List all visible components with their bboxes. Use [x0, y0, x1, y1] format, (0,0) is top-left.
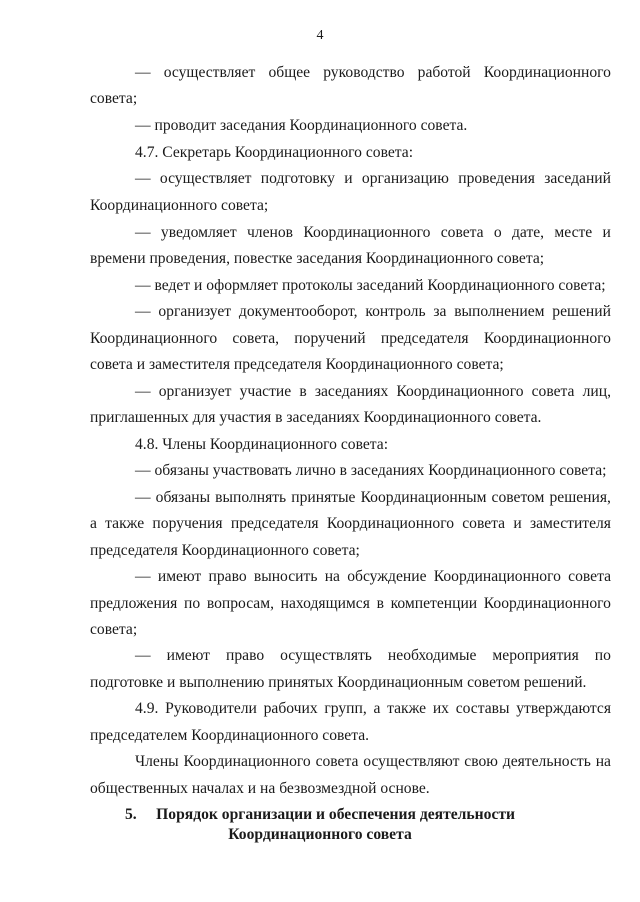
word: организует — [158, 383, 232, 400]
word: — — [135, 383, 151, 400]
text-line: приглашенных для участия в заседаниях Координационного совета. — [90, 409, 542, 426]
text-line — [135, 567, 611, 587]
text-line — [135, 169, 611, 189]
word: 4.9. — [135, 700, 159, 717]
word: осуществляют — [363, 753, 460, 770]
word: вопросам, — [206, 595, 274, 612]
word: проведения — [458, 170, 535, 187]
word: совета — [440, 224, 484, 241]
text-line — [90, 594, 611, 614]
word: Координационного — [90, 330, 218, 347]
text-line — [135, 488, 611, 508]
word: право — [226, 647, 265, 664]
word: также — [387, 700, 427, 717]
text-line — [135, 223, 611, 243]
word: совета — [315, 753, 359, 770]
word: осуществляет — [159, 170, 252, 187]
word: находящимся — [280, 595, 370, 612]
section-number: 5. — [124, 806, 137, 823]
word: Координационного — [326, 515, 454, 532]
text-line: подготовке и выполнению принятых Координационным советом решений. — [90, 674, 587, 691]
text-line: 4.7. Секретарь Координационного совета: — [135, 144, 414, 161]
word: предложения — [90, 595, 178, 612]
word: общее — [268, 64, 311, 81]
word: — — [135, 224, 151, 241]
word: имеют — [166, 647, 210, 664]
word: выносить — [253, 568, 318, 585]
text-line: совета; — [90, 90, 138, 107]
section-title: Порядок организации и обеспечения деятельности — [156, 806, 516, 823]
word: совета — [462, 515, 506, 532]
text-line: — ведет и оформляет протоколы заседаний Координационного совета; — [135, 277, 606, 294]
word: подготовку — [260, 170, 335, 187]
word: мероприятия — [492, 647, 579, 664]
text-line: председателя Координационного совета; — [90, 542, 360, 559]
word: имеют — [157, 568, 202, 585]
word: осуществлять — [280, 647, 372, 664]
word: в — [376, 595, 384, 612]
word: составы — [455, 700, 510, 717]
text-line — [135, 752, 611, 772]
word: а — [373, 700, 381, 717]
text-line — [90, 329, 611, 349]
word: организацию — [361, 170, 449, 187]
text-line: председателем Координационного совета. — [90, 727, 370, 744]
text-line: совета; — [90, 621, 138, 638]
word: групп, — [324, 700, 367, 717]
text-line: совета и заместителя председателя Координационного совета; — [90, 356, 504, 373]
word: на — [324, 568, 340, 585]
word: свою — [464, 753, 498, 770]
word: Руководители — [165, 700, 257, 717]
word: членов — [246, 224, 294, 241]
word: право — [208, 568, 247, 585]
word: компетенции — [390, 595, 478, 612]
word: уведомляет — [160, 224, 237, 241]
section-title-line-2: Координационного совета — [228, 826, 412, 843]
word: месте — [554, 224, 593, 241]
text-line: — проводит заседания Координационного совета. — [135, 117, 468, 134]
word: о — [493, 224, 502, 241]
text-line — [135, 646, 611, 666]
word: документооборот, — [238, 303, 358, 320]
word: Координационного — [183, 753, 311, 770]
word: и — [513, 515, 522, 532]
word: совета, — [232, 330, 280, 347]
word: обсуждение — [347, 568, 427, 585]
word: заместителя — [529, 515, 611, 532]
word: утверждаются — [516, 700, 611, 717]
word: необходимые — [387, 647, 477, 664]
section-heading-line-1 — [0, 805, 640, 825]
word: выполнять — [215, 489, 287, 506]
word: и — [344, 170, 353, 187]
word: Координационным — [360, 489, 487, 506]
word: Члены — [135, 753, 179, 770]
word: также — [105, 515, 145, 532]
word: поручений — [294, 330, 366, 347]
word: — — [135, 489, 151, 506]
text-line — [135, 302, 611, 322]
word: — — [135, 64, 151, 81]
word: совета — [568, 568, 611, 585]
text-line: 4.8. Члены Координационного совета: — [135, 436, 389, 453]
word: участие — [239, 383, 292, 400]
word: Координационного — [483, 64, 611, 81]
word: председателя — [230, 515, 319, 532]
word: решений — [552, 303, 611, 320]
word: решения, — [549, 489, 611, 506]
word: Координационного — [303, 224, 431, 241]
word: — — [135, 170, 151, 187]
word: дате, — [512, 224, 545, 241]
word: лиц, — [582, 383, 611, 400]
word: обязаны — [155, 489, 211, 506]
text-line: — обязаны участвовать лично в заседаниях Координационного совета; — [135, 462, 607, 479]
word: Координационного — [483, 330, 611, 347]
word: и — [602, 224, 611, 241]
text-line — [135, 63, 611, 83]
word: выполнением — [454, 303, 545, 320]
word: заседаний — [544, 170, 611, 187]
word: деятельность — [502, 753, 591, 770]
word: в — [299, 383, 307, 400]
text-line: общественных началах и на безвозмездной основе. — [90, 780, 430, 797]
text-line — [90, 514, 611, 534]
word: осуществляет — [163, 64, 256, 81]
text-line: Координационного совета; — [90, 197, 269, 214]
section-heading-line-2 — [0, 825, 640, 845]
word: по — [184, 595, 201, 612]
word: их — [432, 700, 449, 717]
word: Координационного — [433, 568, 561, 585]
word: заседаниях — [314, 383, 389, 400]
word: совета — [531, 383, 575, 400]
word: по — [594, 647, 611, 664]
word: — — [135, 568, 151, 585]
word: председателя — [380, 330, 469, 347]
text-line — [135, 699, 611, 719]
text-line: времени проведения, повестке заседания Координационного совета; — [90, 250, 545, 267]
word: организует — [158, 303, 232, 320]
word: контроль — [365, 303, 426, 320]
word: Координационного — [396, 383, 524, 400]
word: поручения — [152, 515, 223, 532]
word: а — [90, 515, 97, 532]
word: — — [135, 647, 151, 664]
word: руководство — [323, 64, 405, 81]
word: работой — [417, 64, 471, 81]
word: принятые — [291, 489, 356, 506]
page-number: 4 — [316, 28, 324, 43]
text-line — [135, 382, 611, 402]
word: на — [595, 753, 611, 770]
word: за — [433, 303, 447, 320]
word: рабочих — [263, 700, 318, 717]
word: советом — [491, 489, 545, 506]
word: — — [135, 303, 151, 320]
word: Координационного — [483, 595, 611, 612]
